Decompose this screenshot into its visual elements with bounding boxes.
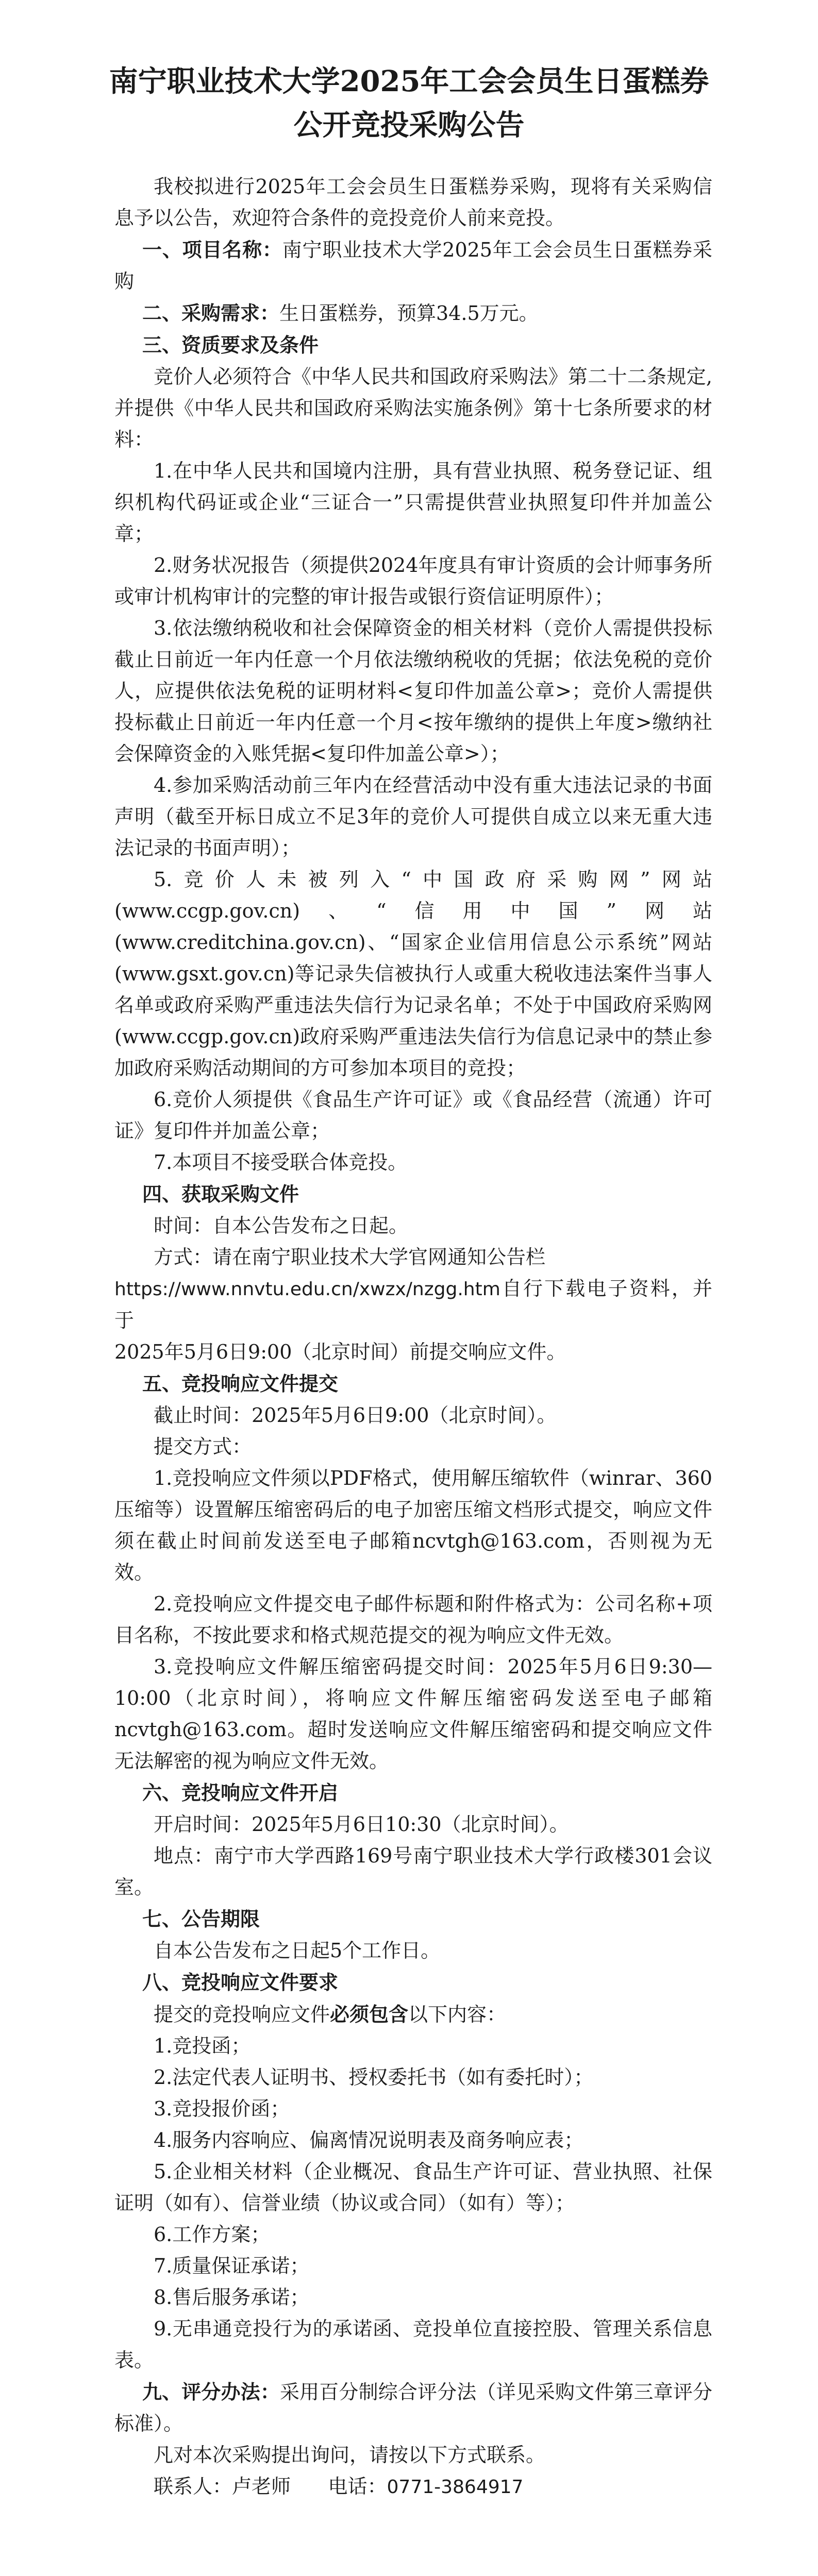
section-heading-qualification: 三、资质要求及条件 [142,333,319,357]
scoring-text: 采用百分制综合评分法（详见采购文件第三章评分标准）。 [114,2381,712,2435]
section-heading-get-documents: 四、获取采购文件 [142,1182,299,1206]
section-requirement [114,297,712,329]
section-label: 一、项目名称： [142,238,282,261]
phone-number: 0771-3864917 [387,2477,524,2498]
download-link[interactable]: https://www.nnvtu.edu.cn/xwzx/nzgg.htm [114,1279,500,1300]
qualification-item: 2.财务状况报告（须提供2024年度具有审计资质的会计师事务所或审计机构审计的完整的审计报告或银行资信证明原件）； [114,554,712,608]
qualification-item: 3.依法缴纳税收和社会保障资金的相关材料（竞价人需提供投标截止日前近一年内任意一个月依法缴纳税收的凭据；依法免税的竞价人，应提供依法免税的证明材料<复印件加盖公章>；竞价人需提供投标截止日前近一年内任意一个月<按年缴纳的提供上年度>缴纳社会保障资金的入账凭据<复印件加盖公章>）； [114,617,712,765]
phone-label: 电话： [328,2475,387,2498]
section-heading-opening: 六、竞投响应文件开启 [142,1781,339,1804]
contact-line [114,2471,712,2503]
get-documents-url-line: https://www.nnvtu.edu.cn/xwzx/nzgg.htm自行下载电子资料，并于 [114,1277,712,1332]
qualification-item: 6.竞价人须提供《食品生产许可证》或《食品经营（流通）许可证》复印件并加盖公章； [114,1088,712,1142]
submission-item: 3.竞投响应文件解压缩密码提交时间：2025年5月6日9:30—10:00（北京时间），将响应文件解压缩密码发送至电子邮箱ncvtgh@163.com。超时发送响应文件解压缩密码和提交响应文件无法解密的视为响应文件无效。 [114,1655,712,1772]
opening-place: 地点：南宁市大学西路169号南宁职业技术大学行政楼301会议室。 [114,1844,712,1899]
requirement-item: 4.服务内容响应、偏离情况说明表及商务响应表； [154,2129,584,2151]
requirements-intro: 提交的竞投响应文件必须包含以下内容： [154,2003,507,2026]
contact-person: 联系人：卢老师 [154,2475,291,2498]
requirement-text: 生日蛋糕券，预算34.5万元。 [279,302,539,325]
document-body [114,171,712,2503]
requirement-item: 1.竞投函； [154,2035,251,2057]
requirement-item: 5.企业相关材料（企业概况、食品生产许可证、营业执照、社保证明（如有）、信誉业绩（协议或合同）（如有）等）； [114,2160,712,2214]
submission-deadline: 截止时间：2025年5月6日9:00（北京时间）。 [154,1404,557,1427]
qualification-item: 5.竞价人未被列入“中国政府采购网”网站(www.ccgp.gov.cn)、“信用中国”网站(www.creditchina.gov.cn)、“国家企业信用信息公示系统”网站(www.gsxt.gov.cn)等记录失信被执行人或重大税收违法案件当事人名单或政府采购严重违法失信行为记录名单；不处于中国政府采购网(www.ccgp.gov.cn)政府采购严重违法失信行为信息记录中的禁止参加政府采购活动期间的方可参加本项目的竞投； [114,868,712,1079]
get-documents-method: 方式：请在南宁职业技术大学官网通知公告栏 [154,1246,546,1268]
requirement-item: 2.法定代表人证明书、授权委托书（如有委托时）； [154,2066,594,2089]
submission-item: 1.竞投响应文件须以PDF格式，使用解压缩软件（winrar、360压缩等）设置解压缩密码后的电子加密压缩文档形式提交，响应文件须在截止时间前发送至电子邮箱ncvtgh@163.com，否则视为无效。 [114,1467,712,1584]
requirement-item: 3.竞投报价函； [154,2097,290,2120]
opening-time: 开启时间：2025年5月6日10:30（北京时间）。 [154,1813,569,1836]
section-heading-submission: 五、竞投响应文件提交 [142,1372,339,1395]
section-heading-requirements: 八、竞投响应文件要求 [142,1971,339,1994]
qualification-intro: 竞价人必须符合《中华人民共和国政府采购法》第二十二条规定,并提供《中华人民共和国政府采购法实施条例》第十七条所要求的材料： [114,365,712,451]
submission-method-label: 提交方式： [154,1435,252,1458]
document-title-line2: 公开竞投采购公告 [293,108,525,142]
section-scoring [114,2376,712,2439]
requirement-item: 6.工作方案； [154,2223,271,2246]
requirement-item: 7.质量保证承诺； [154,2255,310,2277]
qualification-item: 1.在中华人民共和国境内注册，具有营业执照、税务登记证、组织机构代码证或企业“三证合一”只需提供营业执照复印件并加盖公章； [114,460,712,545]
get-documents-time: 时间：自本公告发布之日起。 [154,1214,409,1237]
qualification-item: 4.参加采购活动前三年内在经营活动中没有重大违法记录的书面声明（截至开标日成立不足3年的竞价人可提供自成立以来无重大违法记录的书面声明）； [114,774,712,859]
requirement-item: 8.售后服务承诺； [154,2286,310,2309]
document-title-line1: 南宁职业技术大学2025年工会会员生日蛋糕券 [109,64,709,98]
section-label: 九、评分办法： [142,2380,280,2403]
get-documents-deadline: 2025年5月6日9:00（北京时间）前提交响应文件。 [114,1341,566,1363]
intro-paragraph: 我校拟进行2025年工会会员生日蛋糕券采购，现将有关采购信息予以公告，欢迎符合条件的竞投竞价人前来竞投。 [114,175,712,229]
requirement-item: 9.无串通竞投行为的承诺函、竞投单位直接控股、管理关系信息表。 [114,2317,712,2371]
period-text: 自本公告发布之日起5个工作日。 [154,1939,441,1962]
contact-note: 凡对本次采购提出询问，请按以下方式联系。 [154,2444,546,2466]
section-heading-period: 七、公告期限 [142,1907,260,1930]
section-label: 二、采购需求： [142,301,280,325]
project-name-text: 南宁职业技术大学2025年工会会员生日蛋糕券采购 [114,239,712,293]
section-project-name [114,234,712,297]
qualification-item: 7.本项目不接受联合体竞投。 [154,1151,408,1174]
submission-item: 2.竞投响应文件提交电子邮件标题和附件格式为：公司名称+项目名称，不按此要求和格式规范提交的视为响应文件无效。 [114,1592,712,1647]
